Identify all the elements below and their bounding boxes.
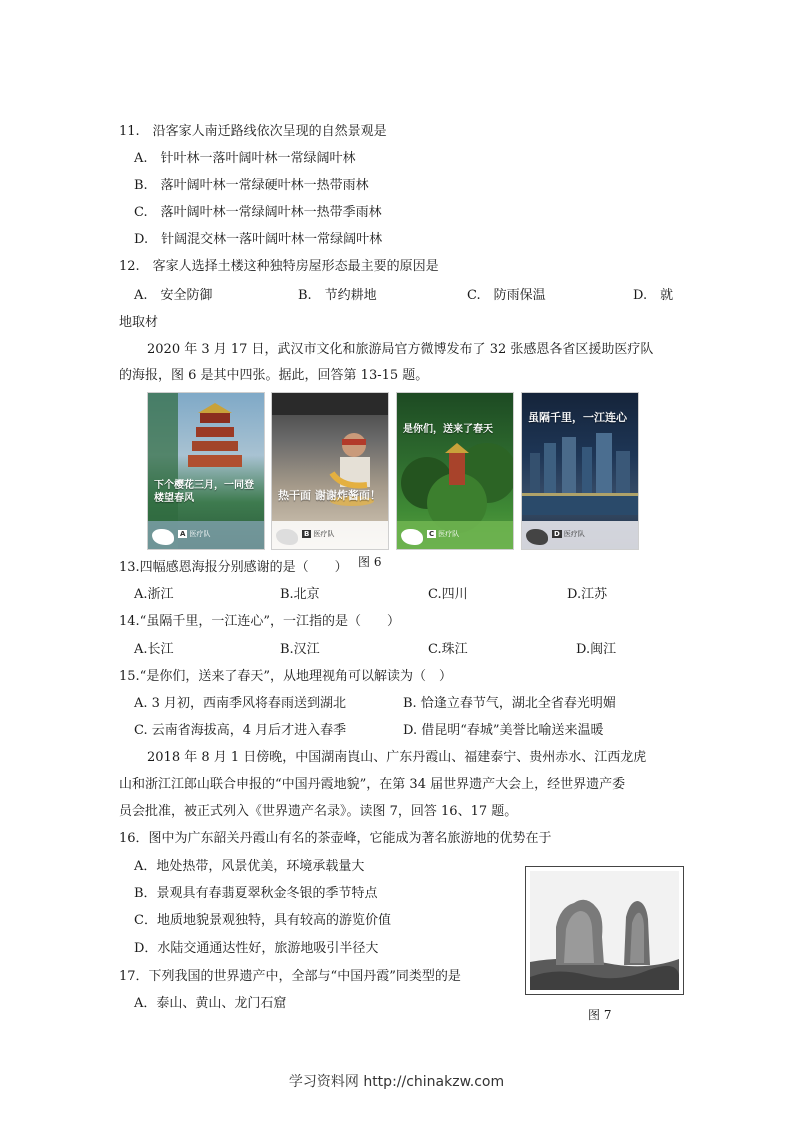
question-13-stem: 13.四幅感恩海报分别感谢的是（ ） <box>119 560 348 575</box>
intro-paragraph-1-line-1: 2020 年 3 月 17 日，武汉市文化和旅游局官方微博发布了 32 张感恩各省区援助医疗队 <box>147 342 654 357</box>
danxia-rock-illustration <box>526 867 683 994</box>
q16-option-a: A．地处热带，风景优美，环境承载量大 <box>134 859 365 874</box>
q13-option-c: C.四川 <box>428 587 468 602</box>
q12-option-a: A. 安全防御 <box>134 288 213 303</box>
intro-paragraph-2-line-3: 员会批准，被正式列入《世界遗产名录》。读图 7，回答 16、17 题。 <box>119 804 518 819</box>
q13-option-b: B.北京 <box>280 587 320 602</box>
poster-a-team-letter: A <box>180 530 186 538</box>
poster-a <box>147 392 265 550</box>
q15-option-c: C. 云南省海拔高，4 月后才进入春季 <box>134 723 347 738</box>
q15-option-b: B. 恰逢立春节气，湖北全省春光明媚 <box>403 696 616 711</box>
question-12-stem: 12. 客家人选择土楼这种独特房屋形态最主要的原因是 <box>119 259 439 274</box>
q11-option-a: A. 针叶林一落叶阔叶林一常绿阔叶林 <box>134 151 356 166</box>
poster-a-caption: 下个樱花三月，一同登楼望春风 <box>154 480 254 504</box>
q14-option-d: D.闽江 <box>576 642 617 657</box>
q15-option-d: D. 借昆明“春城”美誉比喻送来温暖 <box>403 723 604 738</box>
poster-b-team-label: 医疗队 <box>313 530 335 538</box>
q11-option-b: B. 落叶阔叶林一常绿硬叶林一热带雨林 <box>134 178 369 193</box>
question-15-stem: 15.“是你们，送来了春天”，从地理视角可以解读为（ ） <box>119 669 452 684</box>
poster-d-caption: 虽隔千里，一江连心 <box>528 411 627 424</box>
poster-c-team-label: 医疗队 <box>438 530 460 538</box>
q12-option-d-wrap: 地取材 <box>119 315 159 330</box>
q12-option-c: C. 防雨保温 <box>467 288 546 303</box>
q12-option-d: D. 就 <box>633 288 674 303</box>
q13-option-d: D.江苏 <box>567 587 608 602</box>
q15-option-a: A. 3 月初，西南季风将春雨送到湖北 <box>134 696 347 711</box>
poster-d-team-letter: D <box>554 530 560 538</box>
poster-b <box>271 392 389 550</box>
question-11-stem: 11. 沿客家人南迁路线依次呈现的自然景观是 <box>119 124 387 139</box>
q17-option-a: A．泰山、黄山、龙门石窟 <box>134 996 287 1011</box>
q11-option-d: D. 针阔混交林一落叶阔叶林一常绿阔叶林 <box>134 232 383 247</box>
q16-option-d: D．水陆交通通达性好，旅游地吸引半径大 <box>134 941 379 956</box>
q16-option-b: B．景观具有春翡夏翠秋金冬银的季节特点 <box>134 886 378 901</box>
poster-c-caption: 是你们，送来了春天 <box>403 424 493 435</box>
q14-option-b: B.汉江 <box>280 642 320 657</box>
poster-c <box>396 392 514 550</box>
poster-b-caption: 热干面 谢谢炸酱面！ <box>278 489 381 502</box>
poster-a-team-label: 医疗队 <box>189 530 211 538</box>
footer-watermark: 学习资料网 http://chinakzw.com <box>288 1074 505 1090</box>
intro-paragraph-1-line-2: 的海报，图 6 是其中四张。据此，回答第 13-15 题。 <box>119 368 429 383</box>
figure-7-photo <box>525 866 684 995</box>
q14-option-a: A.长江 <box>134 642 174 657</box>
q11-option-c: C. 落叶阔叶林一常绿阔叶林一热带季雨林 <box>134 205 382 220</box>
question-14-stem: 14.“虽隔千里，一江连心”，一江指的是（ ） <box>119 614 400 629</box>
figure-7-caption: 图 7 <box>588 1008 612 1022</box>
q16-option-c: C．地质地貌景观独特，具有较高的游览价值 <box>134 913 391 928</box>
q14-option-c: C.珠江 <box>428 642 468 657</box>
poster-b-team-letter: B <box>304 530 310 538</box>
q13-option-a: A.浙江 <box>134 587 174 602</box>
figure-6-caption: 图 6 <box>358 555 382 569</box>
question-17-stem: 17．下列我国的世界遗产中，全部与“中国丹霞”同类型的是 <box>119 969 461 984</box>
poster-d-team-label: 医疗队 <box>563 530 585 538</box>
question-16-stem: 16．图中为广东韶关丹霞山有名的茶壶峰，它能成为著名旅游地的优势在于 <box>119 831 552 846</box>
intro-paragraph-2-line-1: 2018 年 8 月 1 日傍晚，中国湖南崀山、广东丹霞山、福建泰宁、贵州赤水、江西龙虎 <box>147 750 647 765</box>
intro-paragraph-2-line-2: 山和浙江江郎山联合申报的“中国丹霞地貌”，在第 34 届世界遗产大会上，经世界遗产委 <box>119 777 626 792</box>
q12-option-b: B. 节约耕地 <box>298 288 377 303</box>
poster-c-team-letter: C <box>429 530 435 538</box>
poster-d <box>521 392 639 550</box>
